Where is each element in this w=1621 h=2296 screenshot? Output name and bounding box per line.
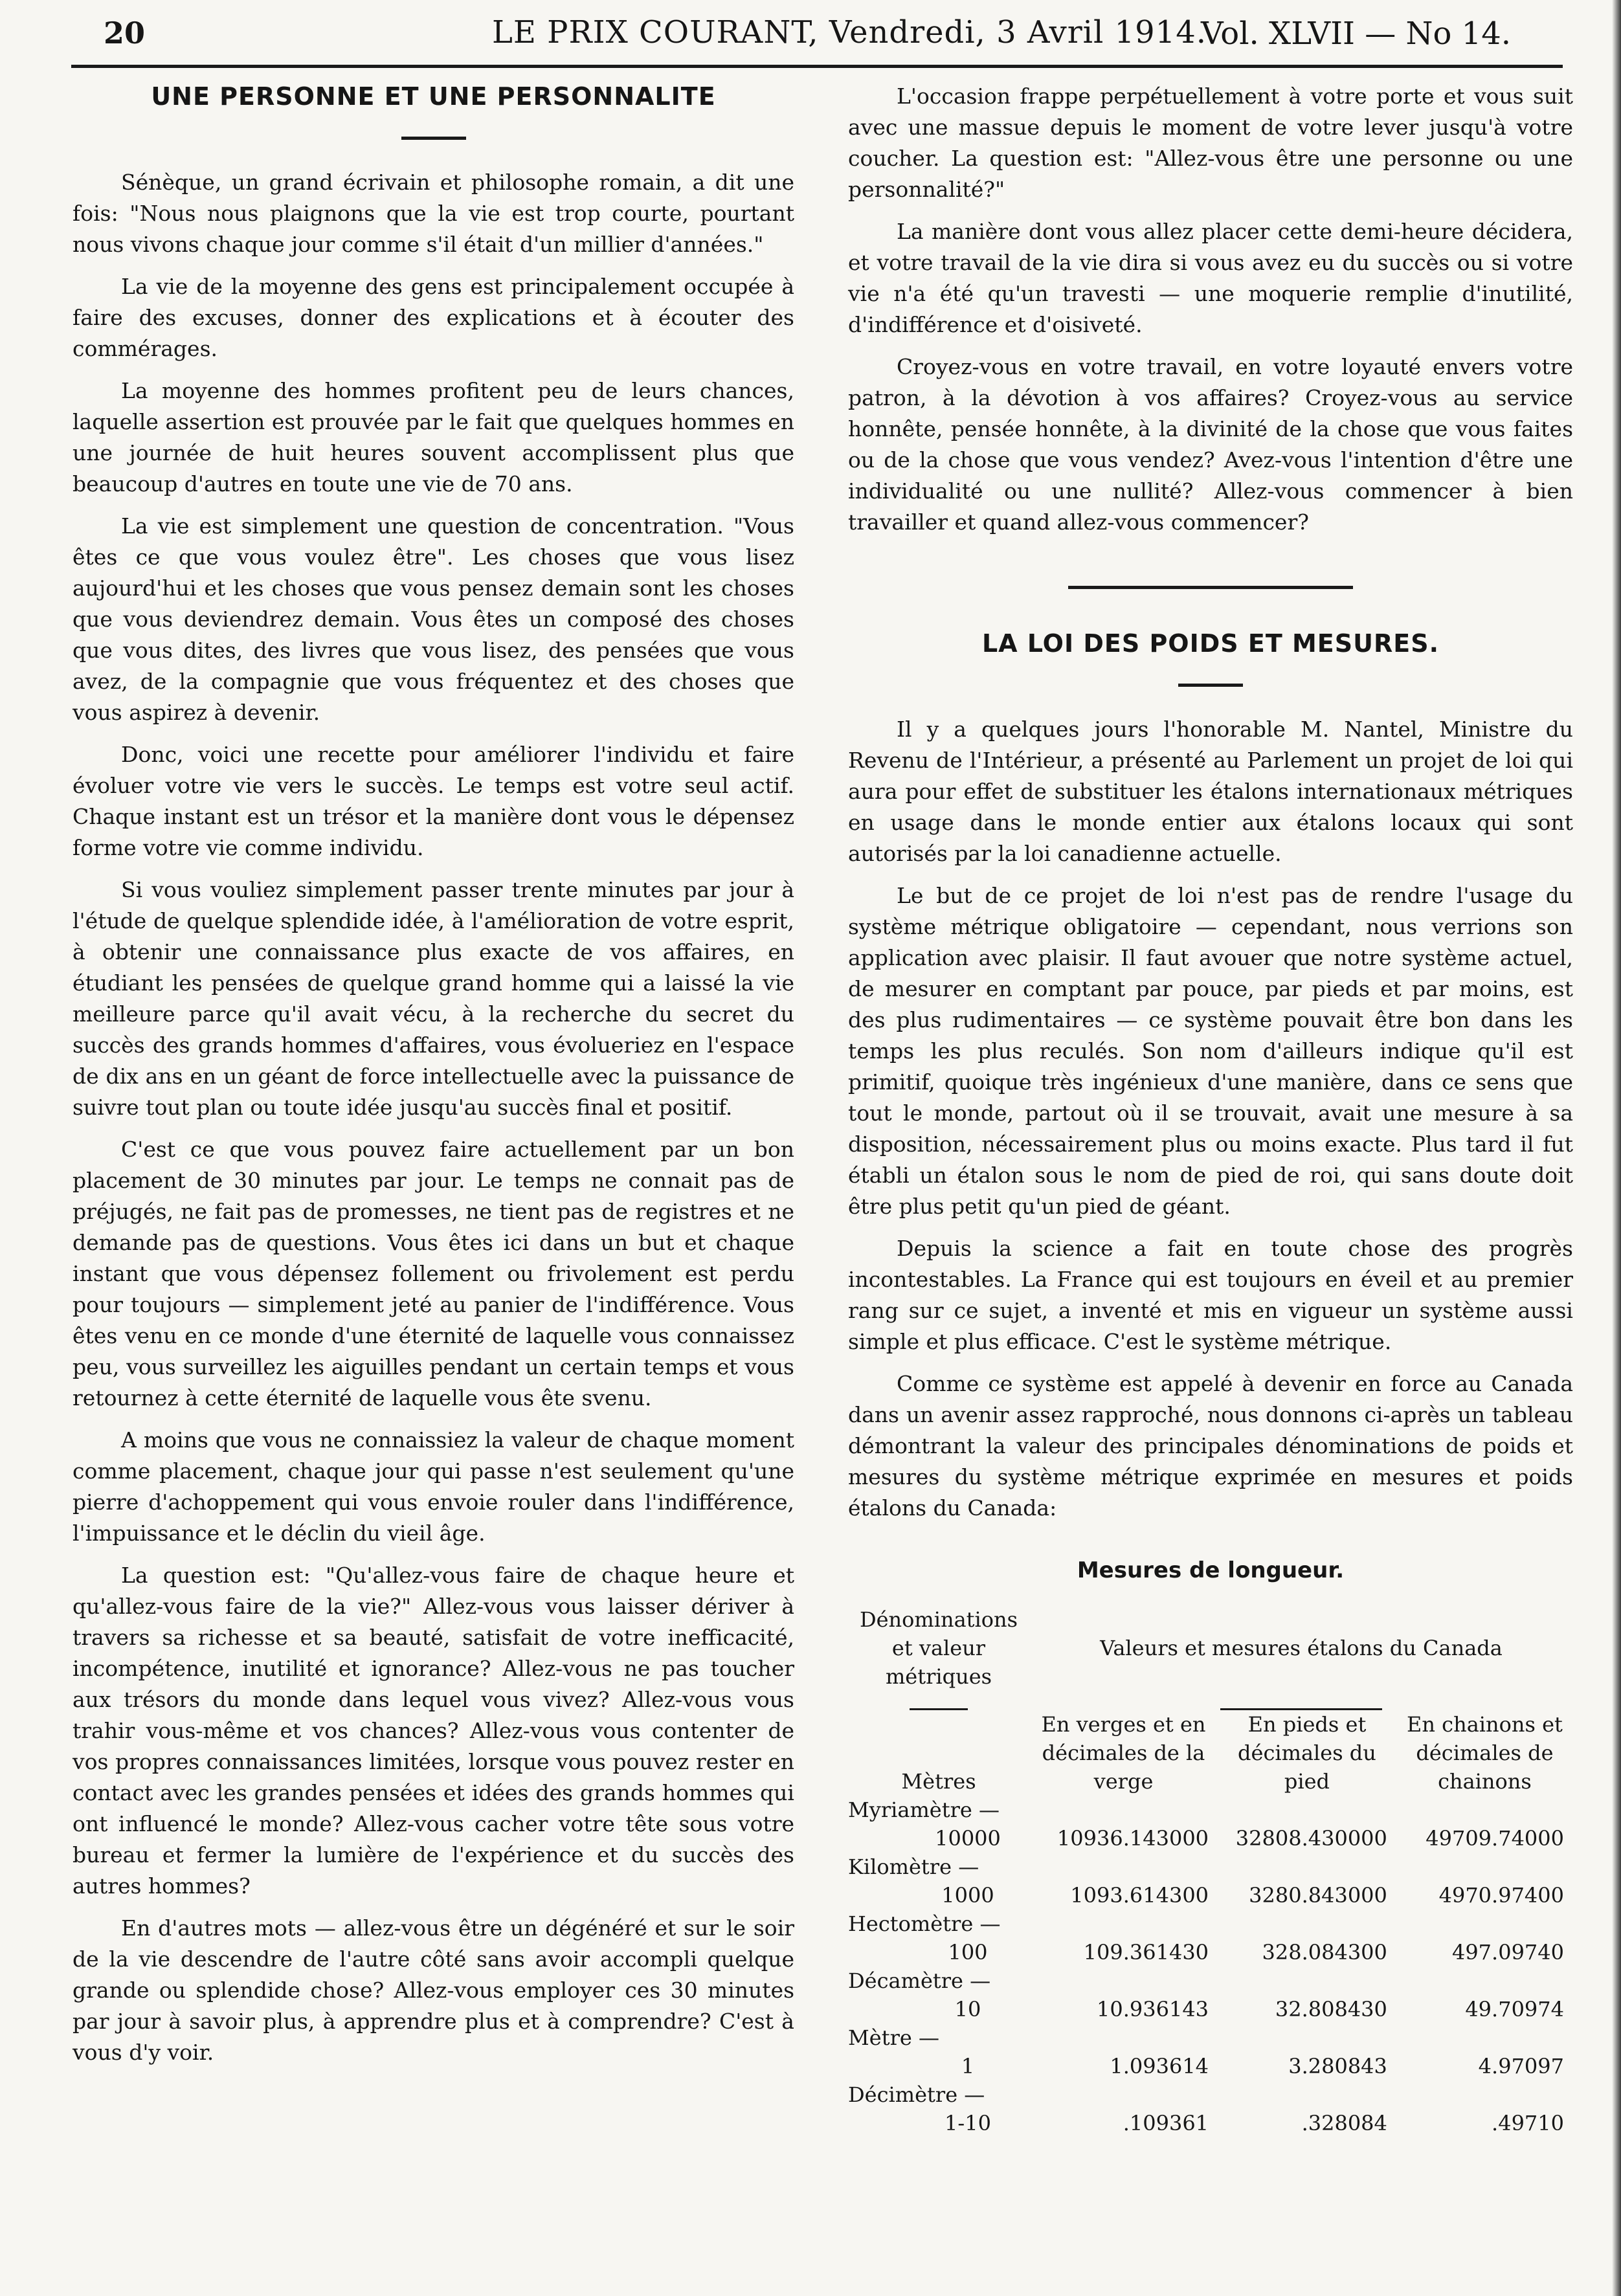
yards-value: 10936.143000	[1056, 1826, 1209, 1851]
meters-subheader: Mètres	[901, 1769, 976, 1794]
title-divider	[1178, 684, 1243, 687]
yards-value: 1.093614	[1110, 2054, 1209, 2079]
unit-name: Mètre —	[848, 2025, 939, 2050]
article1-continuation: La manière dont vous allez placer cette demi-heure décidera, et votre travail de la vie dira si vous avez eu du succès ou si votre vie n'a été qu'un travesti — une moquerie remplie d'inutilité, d'indifférence et d'oisiveté.	[848, 219, 1573, 337]
scan-edge-shadow	[1612, 0, 1621, 2296]
feet-value: 32.808430	[1275, 1997, 1387, 2022]
article1-paragraph: Sénèque, un grand écrivain et philosophe romain, a dit une fois: "Nous nous plaignons que la vie est trop courte, pourtant nous vivons chaque jour comme s'il était d'un millier d'années."	[73, 170, 794, 257]
table-row	[848, 2080, 1573, 2109]
links-value: 497.09740	[1451, 1940, 1564, 1965]
article2-paragraph: Depuis la science a fait en toute chose des progrès incontestables. La France qui est toujours en éveil et au premier rang sur ce sujet, a inventé et mis en vigueur un système aussi simple et plus efficace. C'est le système métrique.	[848, 1236, 1573, 1354]
table-row	[848, 1796, 1573, 1824]
feet-value: 328.084300	[1262, 1940, 1387, 1965]
metric-conversion-table	[848, 1605, 1573, 2137]
yards-value: .109361	[1123, 2111, 1209, 2135]
article1-paragraph: A moins que vous ne connaissiez la valeur de chaque moment comme placement, chaque jour qui passe n'est seulement qu'une pierre d'achoppement qui vous envoie rouler dans l'indifférence, l'impuissance et le déclin du vieil âge.	[73, 1427, 794, 1546]
table-row	[848, 1853, 1573, 1881]
yards-value: 109.361430	[1083, 1940, 1209, 1965]
article2-paragraph: Il y a quelques jours l'honorable M. Nantel, Ministre du Revenu de l'Intérieur, a présenté au Parlement un projet de loi qui aura pour effet de substituer les étalons internationaux métriques en usage dans le monde entier aux étalons locaux qui sont autorisés par la loi canadienne actuelle.	[848, 717, 1573, 866]
unit-value: 10	[954, 1997, 981, 2022]
unit-name: Myriamètre —	[848, 1798, 1000, 1822]
unit-name: Kilomètre —	[848, 1855, 979, 1879]
article2-paragraph: Le but de ce projet de loi n'est pas de rendre l'usage du système métrique obligatoire — cependant, nous verrions son application avec plaisir. Il faut avouer que notre système actuel, de mesurer en comptant par pouce, par pieds et par moins, est des plus rudimentaires — ce système pouvait être bon dans les temps les plus reculés. Son nom d'ailleurs indique qu'il est primitif, quoique très ingénieux d'une manière, dans ce sens que tout le monde, partout où il se trouvait, avait une mesure à sa disposition, nécessairement plus ou moins exacte. Plus tard il fut établi un étalon sous le nom de pied de roi, qui sans doute doit être plus petit qu'un pied de géant.	[848, 883, 1573, 1219]
canada-values-header: Valeurs et mesures étalons du Canada	[1100, 1636, 1503, 1660]
article1-title: UNE PERSONNE ET UNE PERSONNALITE	[151, 82, 716, 111]
table-row	[848, 1824, 1573, 1853]
right-column	[848, 81, 1573, 2137]
feet-subheader: En pieds et décimales du pied	[1238, 1712, 1376, 1794]
feet-value: 32808.430000	[1235, 1826, 1387, 1851]
yards-value: 10.936143	[1096, 1997, 1209, 2022]
article2-paragraph: Comme ce système est appelé à devenir en force au Canada dans un avenir assez rapproché, nous donnons ci-après un tableau démontrant la valeur des principales dénominations de poids et mesures du système métrique exprimée en mesures et poids étalons du Canada:	[848, 1371, 1573, 1521]
yards-subheader: En verges et en décimales de la verge	[1041, 1712, 1206, 1794]
article1-paragraph: Donc, voici une recette pour améliorer l'individu et faire évoluer votre vie vers le succès. Le temps est votre seul actif. Chaque instant est un trésor et la manière dont vous le dépensez forme votre vie comme individu.	[73, 742, 794, 860]
feet-value: 3280.843000	[1249, 1883, 1387, 1908]
denomination-header: Dénominations et valeur métriques	[859, 1607, 1018, 1689]
feet-value: 3.280843	[1288, 2054, 1387, 2079]
table-row	[848, 2023, 1573, 2052]
yards-value: 1093.614300	[1070, 1883, 1209, 1908]
links-value: 49709.74000	[1425, 1826, 1564, 1851]
article1-paragraph: La question est: "Qu'allez-vous faire de chaque heure et qu'allez-vous faire de la vie?" Allez-vous vous laisser dériver à travers sa richesse et sa beauté, satisfait de votre inefficacité, incompétence, inutilité et ignorance? Allez-vous ne pas toucher aux trésors du monde dans lequel vous vivez? Allez-vous vous trahir vous-même et vos chances? Allez-vous vous contenter de vos propres connaissances limitées, lorsque vous pouvez rester en contact avec les grandes pensées et idées des grands hommes qui ont influencé le monde? Allez-vous cacher votre tête sous votre bureau et fermer la lumière de l'expérience et du succès des autres hommes?	[73, 1563, 794, 1899]
page-header	[104, 8, 1550, 60]
article1-paragraph: La vie de la moyenne des gens est principalement occupée à faire des excuses, donner des explications et à écouter des commérages.	[73, 274, 794, 361]
links-value: .49710	[1492, 2111, 1564, 2135]
unit-value: 100	[948, 1940, 988, 1965]
unit-value: 10000	[935, 1826, 1001, 1851]
unit-value: 1-10	[945, 2111, 991, 2135]
table-row	[848, 1995, 1573, 2023]
table-title: Mesures de longueur.	[1077, 1557, 1345, 1583]
article1-paragraph: Si vous vouliez simplement passer trente minutes par jour à l'étude de quelque splendide idée, à l'amélioration de votre esprit, à obtenir une connaissance plus exacte de vos affaires, en étudiant les pensées de quelque grand homme qui a laissé la vie meilleure parce qu'il avait vécu, à la recherche du secret du succès des grands hommes d'affaires, vous évolueriez en l'espace de dix ans en un géant de force intellectuelle avec la puissance de suivre tout plan ou toute idée jusqu'au succès final et positif.	[73, 877, 794, 1120]
table-row	[848, 1938, 1573, 1967]
table-row	[848, 1881, 1573, 1910]
unit-name: Décimètre —	[848, 2082, 985, 2107]
links-value: 4.97097	[1478, 2054, 1564, 2079]
left-column	[73, 81, 794, 2079]
table-row	[848, 2052, 1573, 2080]
article1-continuation: Croyez-vous en votre travail, en votre loyauté envers votre patron, à la dévotion à vos affaires? Croyez-vous au service honnête, pensée honnête, à la divinité de la chose que vous faites ou de la chose que vous vendez? Avez-vous l'intention d'être une individualité ou une nullité? Allez-vous commencer à bien travailler et quand allez-vous commencer?	[848, 354, 1573, 535]
unit-name: Décamètre —	[848, 1968, 991, 1993]
article1-paragraph: La vie est simplement une question de concentration. "Vous êtes ce que vous voulez être". Les choses que vous lisez aujourd'hui et les choses que vous pensez demain sont les choses que vous deviendrez demain. Vous êtes un composé des choses que vous dites, des livres que vous lisez, des pensées que vous avez, de la compagnie que vous fréquentez et des choses que vous aspirez à devenir.	[73, 513, 794, 725]
table-row	[848, 1910, 1573, 1938]
article1-paragraph: En d'autres mots — allez-vous être un dégénéré et sur le soir de la vie descendre de l'autre côté sans avoir accompli quelque grande ou splendide chose? Allez-vous employer ces 30 minutes par jour à savoir plus, à apprendre plus et à comprendre? C'est à vous d'y voir.	[73, 1915, 794, 2065]
article1-paragraph: La moyenne des hommes profitent peu de leurs chances, laquelle assertion est prouvée par le fait que quelques hommes en une journée de huit heures souvent accomplissent plus que beaucoup d'autres en toute une vie de 70 ans.	[73, 378, 794, 496]
links-value: 49.70974	[1465, 1997, 1564, 2022]
newspaper-title: LE PRIX COURANT, Vendredi, 3 Avril 1914.	[492, 14, 1207, 50]
table-row	[848, 1967, 1573, 1995]
header-rule	[71, 65, 1563, 68]
unit-name: Hectomètre —	[848, 1911, 1001, 1936]
unit-value: 1000	[941, 1883, 994, 1908]
links-value: 4970.97400	[1438, 1883, 1564, 1908]
volume-number: Vol. XLVII — No 14.	[1201, 16, 1511, 52]
article2-title: LA LOI DES POIDS ET MESURES.	[981, 629, 1440, 658]
title-divider	[401, 137, 466, 140]
links-subheader: En chainons et décimales de chainons	[1407, 1712, 1563, 1794]
unit-value: 1	[961, 2054, 975, 2079]
feet-value: .328084	[1301, 2111, 1387, 2135]
article1-paragraph: C'est ce que vous pouvez faire actuellement par un bon placement de 30 minutes par jour. Le temps ne connait pas de préjugés, ne fait pas de promesses, ne tient pas de registres et ne demande pas de questions. Vous êtes ici dans un but et chaque instant que vous dépensez follement ou frivolement est perdu pour toujours — simplement jeté au panier de l'indifférence. Vous êtes venu en ce monde d'une éternité de laquelle vous connaissez peu, vous surveillez les aiguilles pendant un certain temps et vous retournez à cette éternité de laquelle vous ête svenu.	[73, 1137, 794, 1410]
section-divider	[1068, 586, 1353, 589]
article1-continuation: L'occasion frappe perpétuellement à votre porte et vous suit avec une massue depuis le moment de votre lever jusqu'à votre coucher. La question est: "Allez-vous être une personne ou une personnalité?"	[848, 84, 1573, 202]
page-number: 20	[104, 16, 146, 50]
table-row	[848, 2109, 1573, 2137]
